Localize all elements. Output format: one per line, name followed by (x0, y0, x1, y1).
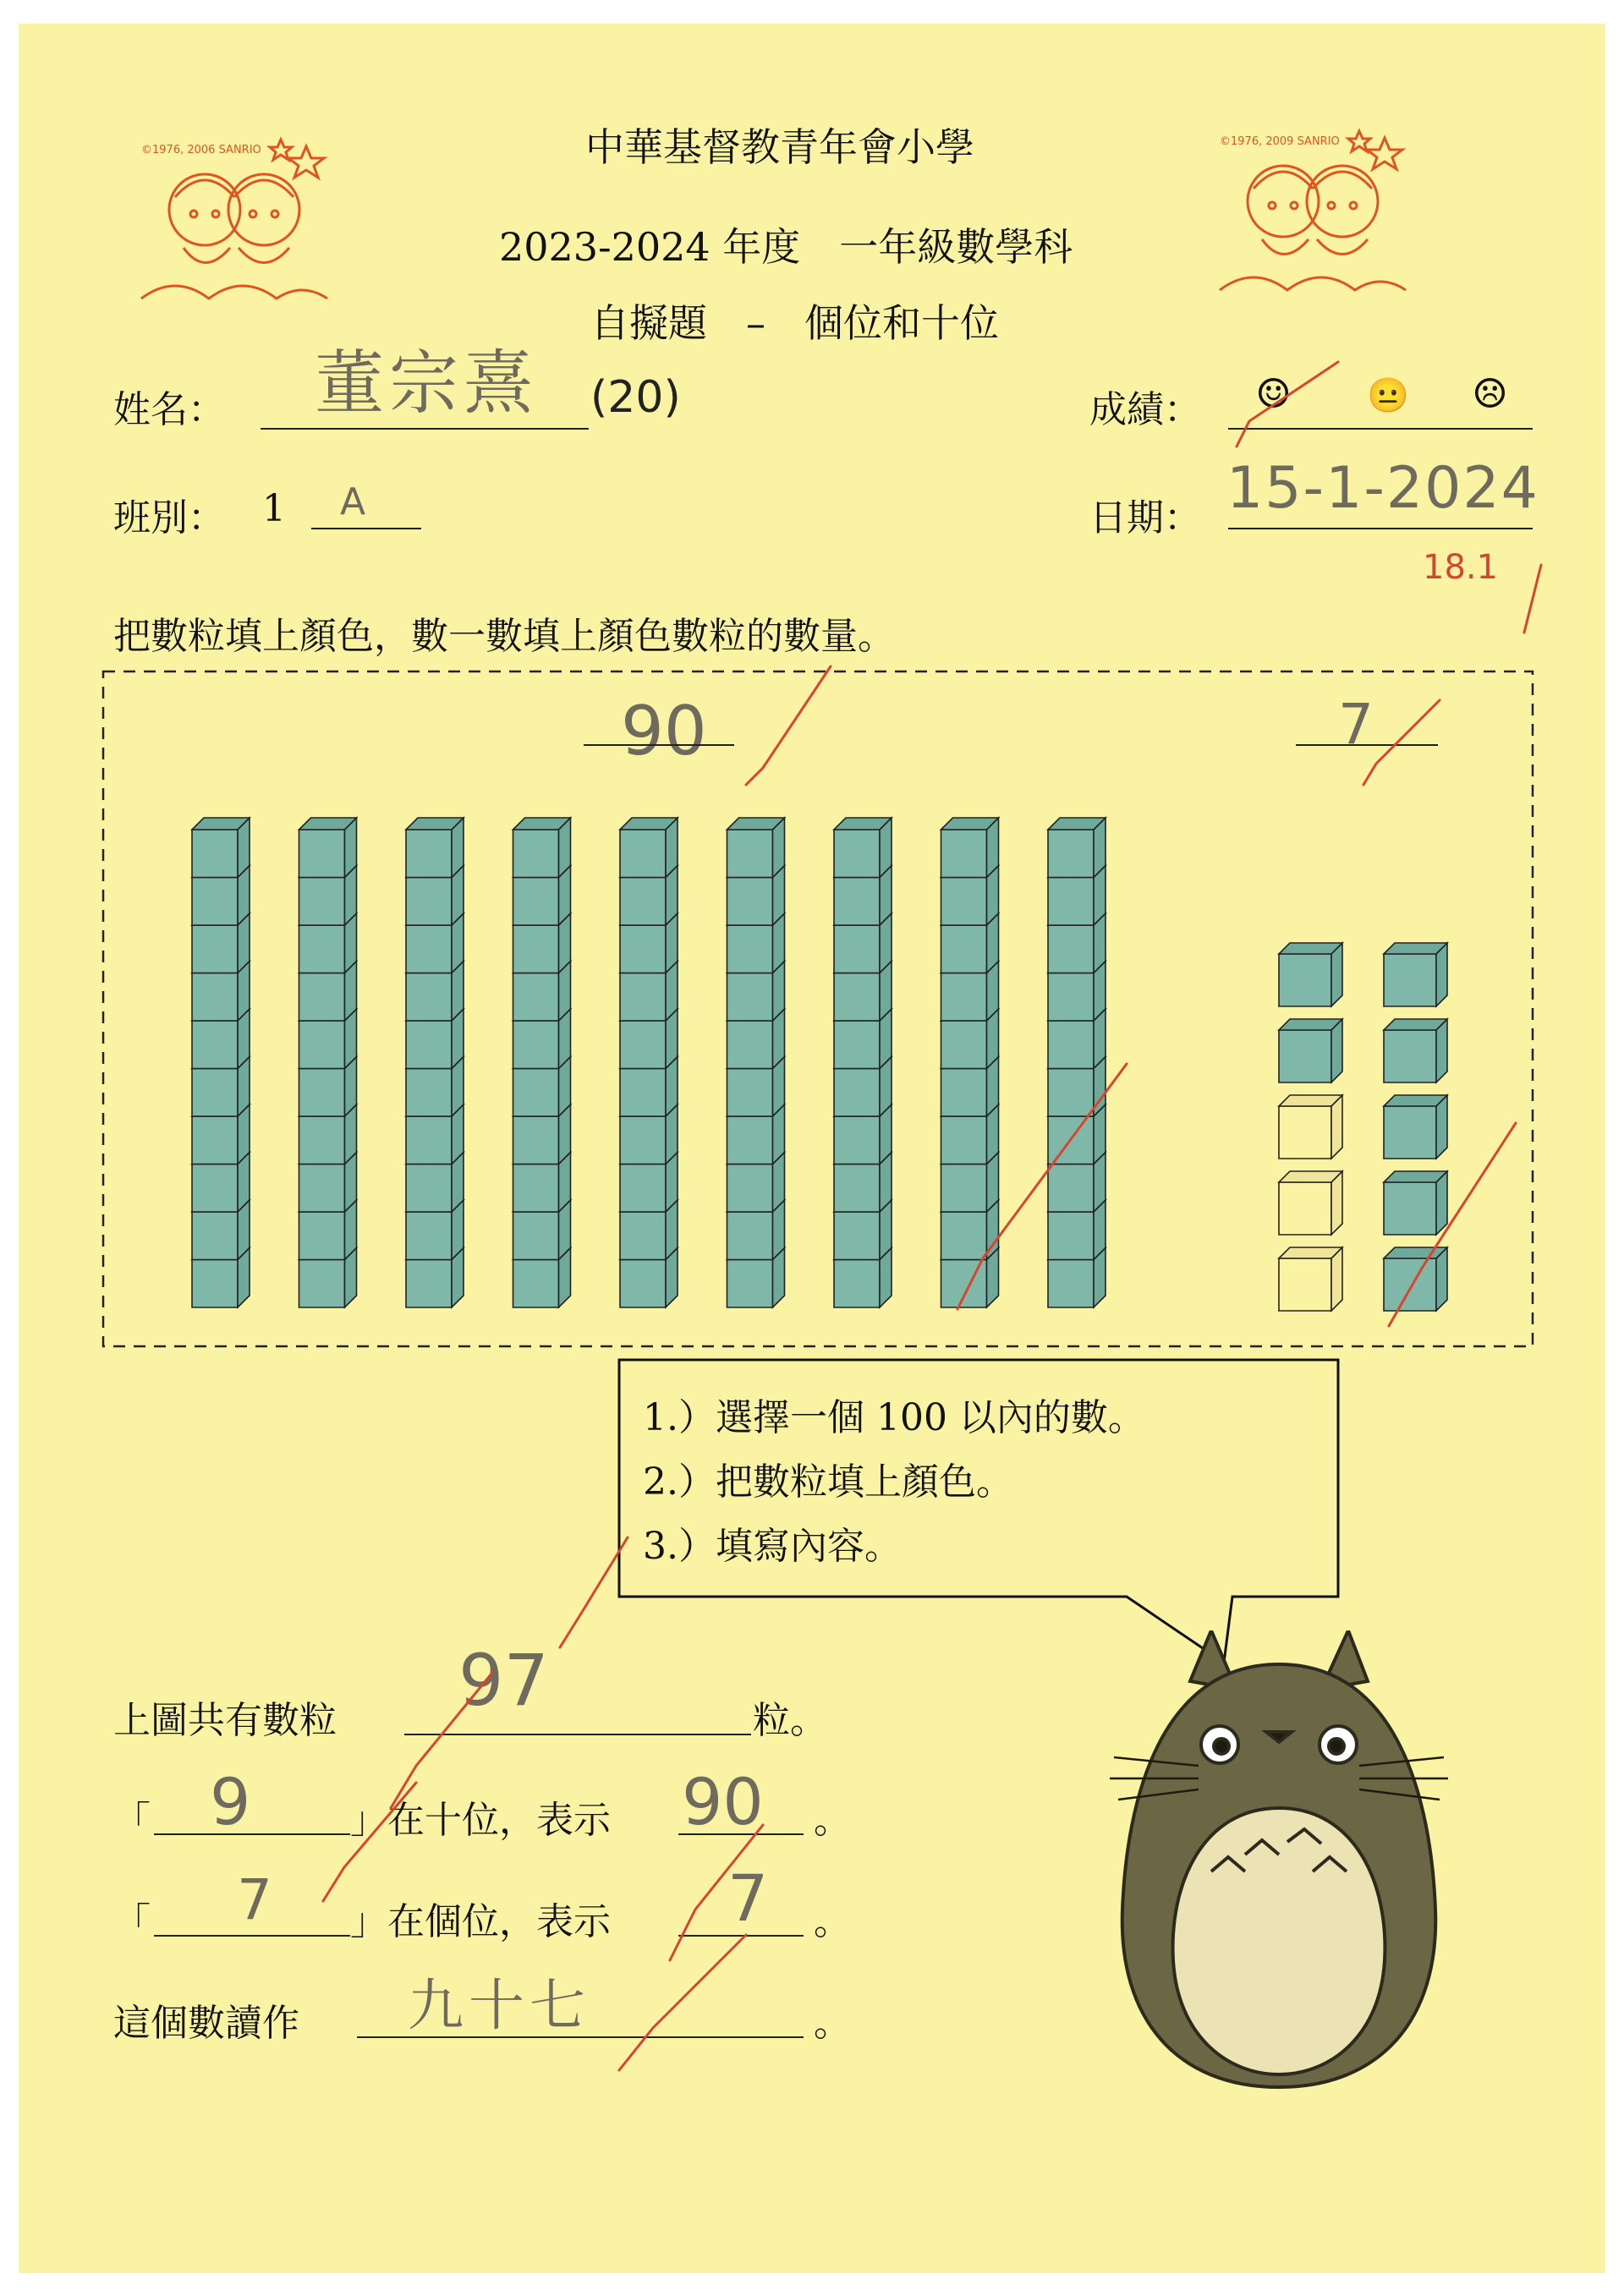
year-subject: 2023-2024 年度 一年級數學科 (499, 224, 1073, 270)
grade-face-happy: ☺ (1255, 370, 1292, 418)
bubble-line-1: 1.）選擇一個 100 以內的數。 (643, 1396, 1145, 1439)
q2-mid: 」在十位，表示 (350, 1799, 611, 1842)
q4-prefix: 這個數讀作 (113, 2002, 299, 2045)
q1-answer: 97 (458, 1639, 549, 1722)
name-label: 姓名： (113, 388, 225, 431)
q2-end: 。 (814, 1799, 851, 1842)
ones-answer: 7 (1338, 692, 1374, 757)
q4-answer: 九十七 (408, 1973, 590, 2038)
class-number: (20) (590, 372, 681, 423)
q3-end: 。 (814, 1900, 851, 1943)
date-value: 15-1-2024 (1226, 455, 1539, 522)
q3-answer: 7 (237, 1867, 272, 1932)
worksheet (19, 24, 1605, 2273)
stamp-copyright-right: ©1976, 2009 SANRIO (1220, 135, 1340, 148)
date-label: 日期： (1089, 496, 1201, 540)
q3-open: 「 (113, 1900, 151, 1943)
bubble-line-3: 3.）填寫內容。 (643, 1525, 902, 1568)
q2-open: 「 (113, 1799, 151, 1842)
class-grade: 1 (262, 487, 286, 530)
grade-label: 成績： (1089, 388, 1201, 431)
q1-suffix: 粒。 (753, 1699, 827, 1742)
topic-title: 自擬題 – 個位和十位 (590, 300, 999, 346)
q2-answer: 9 (210, 1764, 251, 1839)
q3-mid: 」在個位，表示 (350, 1900, 611, 1943)
stamp-copyright-left: ©1976, 2006 SANRIO (141, 144, 261, 156)
q4-end: 。 (814, 2002, 851, 2045)
tens-answer: 90 (621, 692, 707, 770)
instruction: 把數粒填上顏色，數一數填上顏色數粒的數量。 (113, 615, 895, 658)
grade-face-sad: ☹ (1472, 370, 1509, 418)
name-value: 董宗熹 (315, 343, 539, 424)
teacher-check-marks (19, 24, 1605, 2273)
class-label: 班別： (113, 496, 225, 540)
bubble-line-2: 2.）把數粒填上顏色。 (643, 1460, 1013, 1504)
teacher-date: 18.1 (1423, 548, 1499, 587)
q1-prefix: 上圖共有數粒 (113, 1699, 337, 1742)
q3-value: 7 (727, 1860, 769, 1936)
class-value: A (340, 480, 366, 523)
grade-face-neutral: 😐 (1367, 376, 1409, 415)
school-title: 中華基督教青年會小學 (585, 124, 974, 170)
q2-value: 90 (682, 1764, 764, 1839)
